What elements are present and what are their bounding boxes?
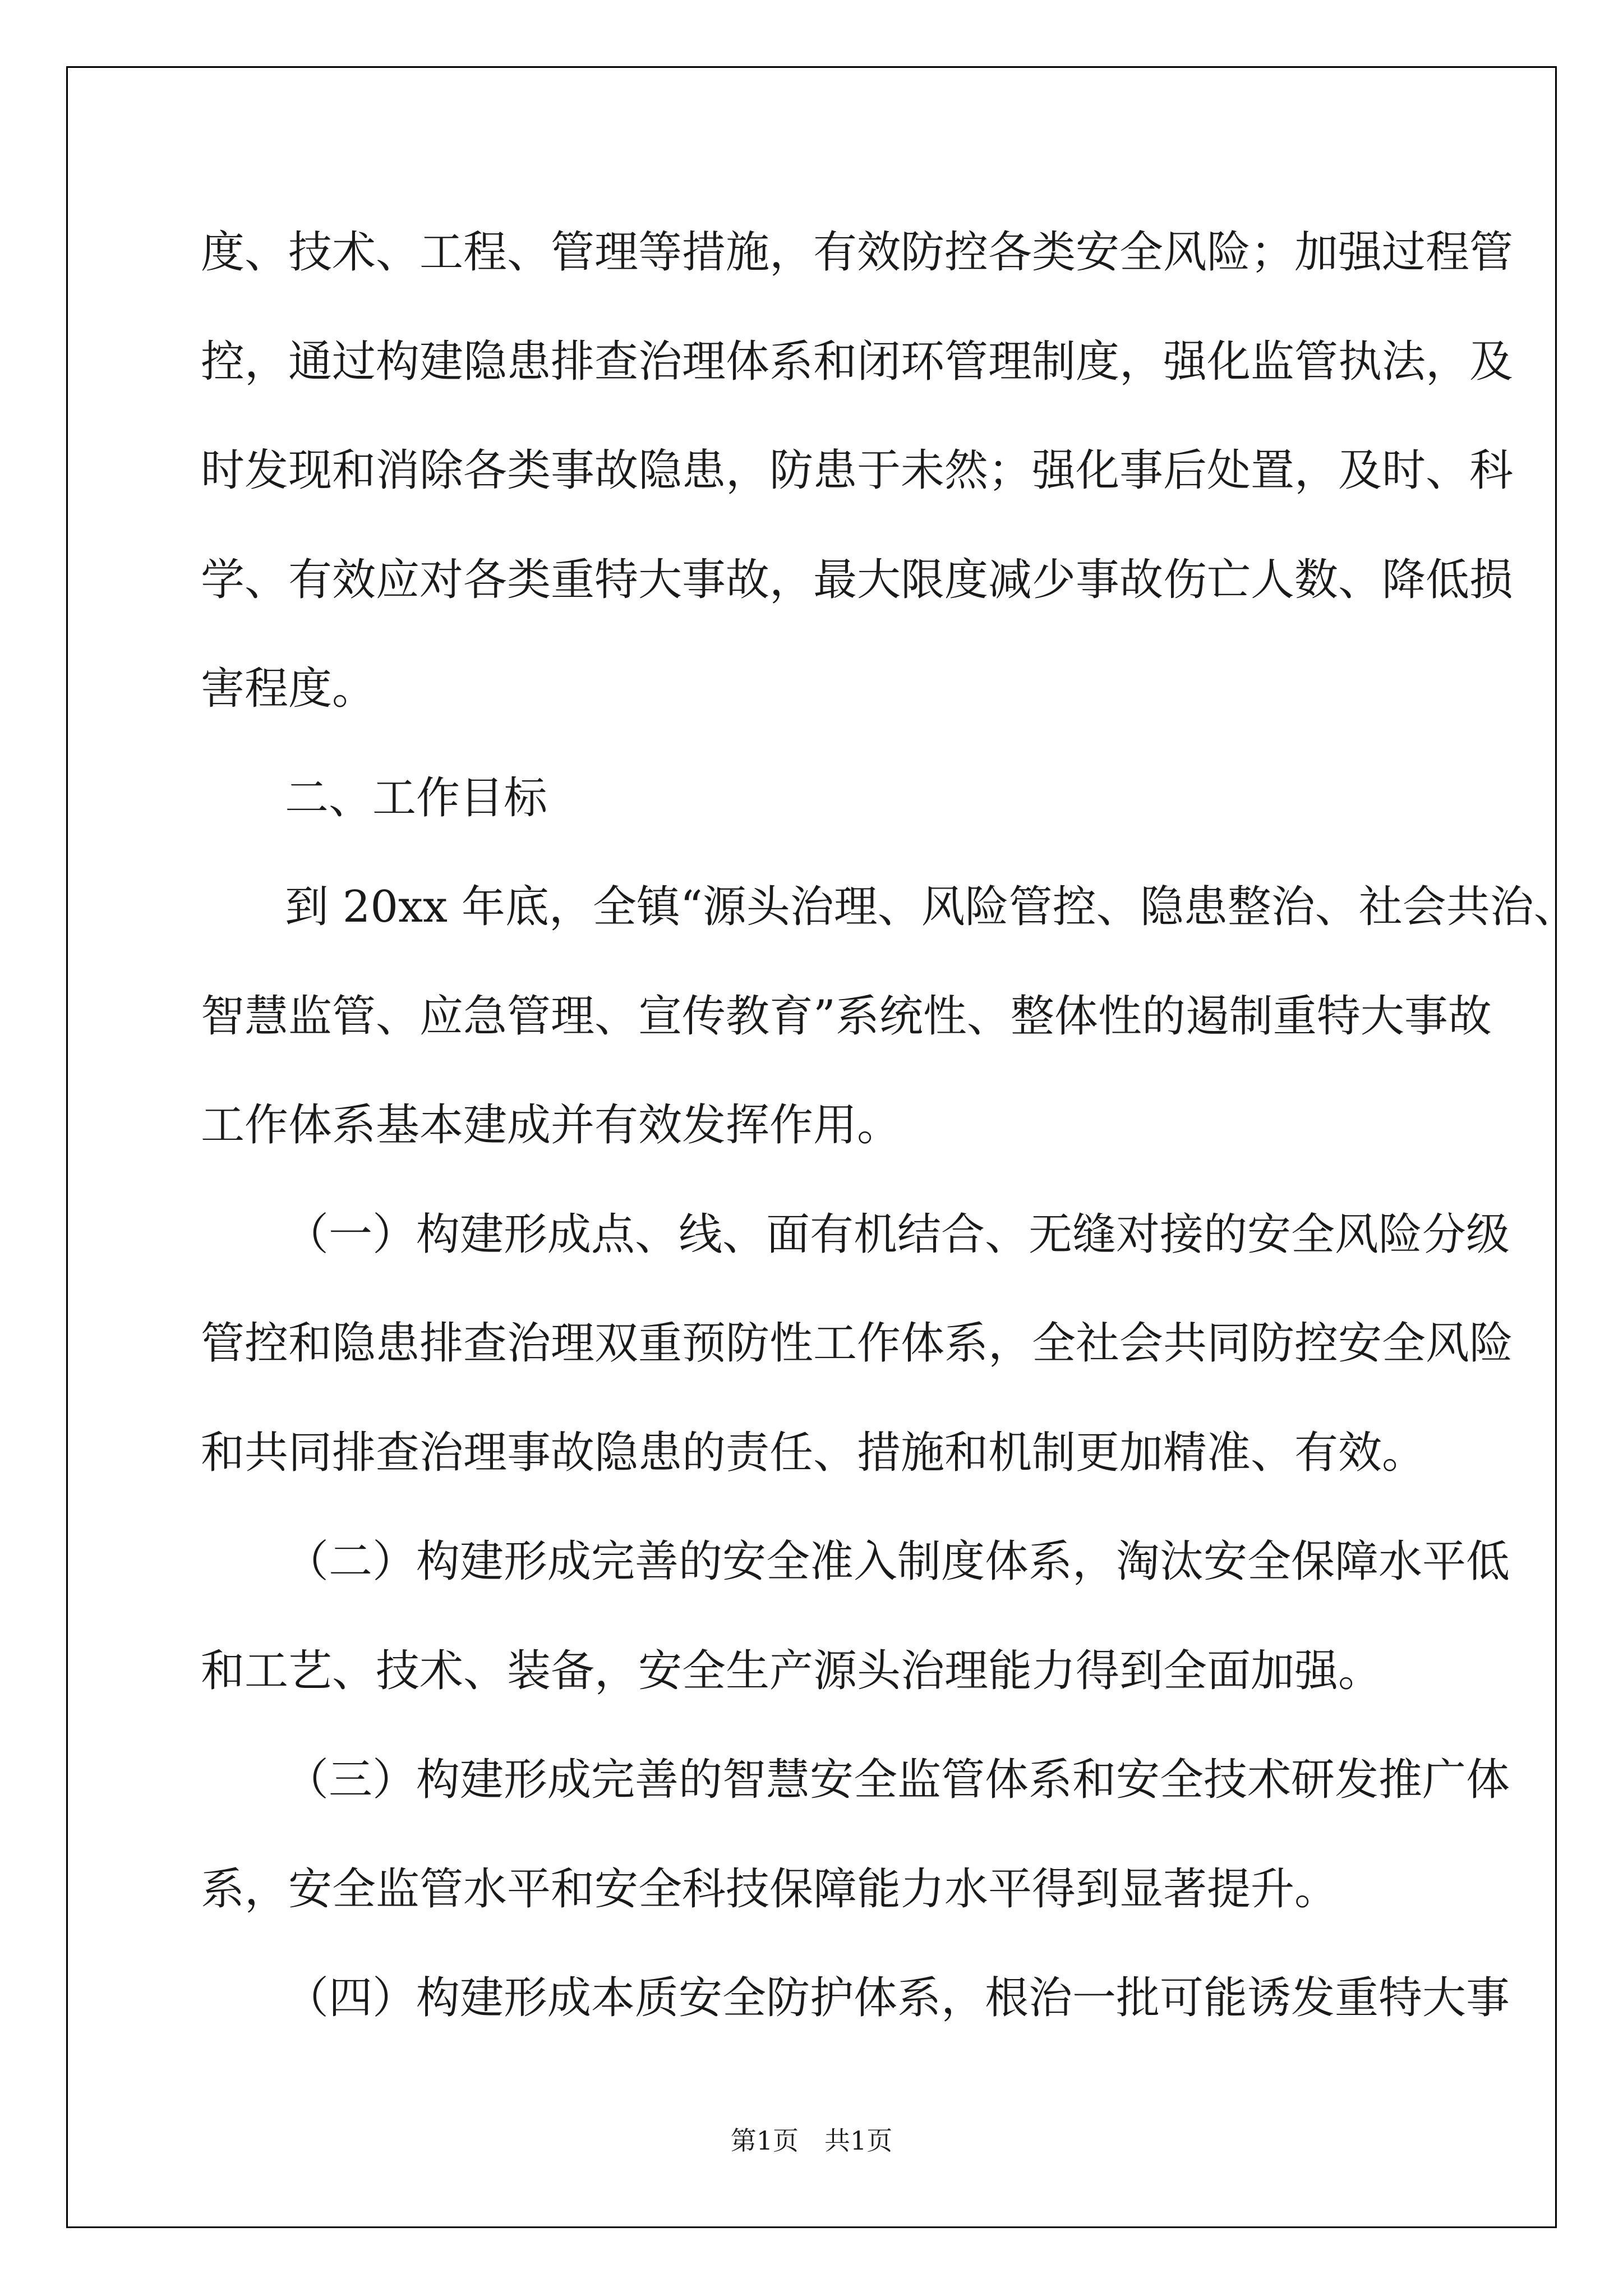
- text-line-16: 系，安全监管水平和安全科技保障能力水平得到显著提升。: [201, 1864, 1339, 1915]
- text-line-7: 到 20xx 年底，全镇“源头治理、风险管控、隐患整治、社会共治、: [285, 882, 1578, 932]
- text-line-12: 和共同排查治理事故隐患的责任、措施和机制更加精准、有效。: [201, 1427, 1426, 1478]
- text-line-2: 控，通过构建隐患排查治理体系和闭环管理制度，强化监管执法，及: [201, 336, 1514, 387]
- document-body: [201, 219, 1578, 2074]
- text-line-5: 害程度。: [201, 664, 376, 714]
- page-number-footer: 第1页 共1页: [730, 2125, 893, 2156]
- text-line-8: 智慧监管、应急管理、宣传教育”系统性、整体性的遏制重特大事故: [201, 991, 1492, 1042]
- section-heading: 二、工作目标: [285, 772, 548, 823]
- text-line-1: 度、技术、工程、管理等措施，有效防控各类安全风险；加强过程管: [201, 227, 1514, 278]
- text-line-10: （一）构建形成点、线、面有机结合、无缝对接的安全风险分级: [285, 1209, 1510, 1260]
- text-line-9: 工作体系基本建成并有效发挥作用。: [201, 1100, 901, 1151]
- text-line-11: 管控和隐患排查治理双重预防性工作体系，全社会共同防控安全风险: [201, 1318, 1514, 1369]
- text-line-14: 和工艺、技术、装备，安全生产源头治理能力得到全面加强。: [201, 1645, 1382, 1696]
- text-line-4: 学、有效应对各类重特大事故，最大限度减少事故伤亡人数、降低损: [201, 554, 1514, 605]
- text-line-13: （二）构建形成完善的安全准入制度体系，淘汰安全保障水平低: [285, 1536, 1510, 1587]
- text-line-3: 时发现和消除各类事故隐患，防患于未然；强化事后处置，及时、科: [201, 445, 1514, 496]
- text-line-17: （四）构建形成本质安全防护体系，根治一批可能诱发重特大事: [285, 1973, 1510, 2023]
- text-line-15: （三）构建形成完善的智慧安全监管体系和安全技术研发推广体: [285, 1755, 1510, 1805]
